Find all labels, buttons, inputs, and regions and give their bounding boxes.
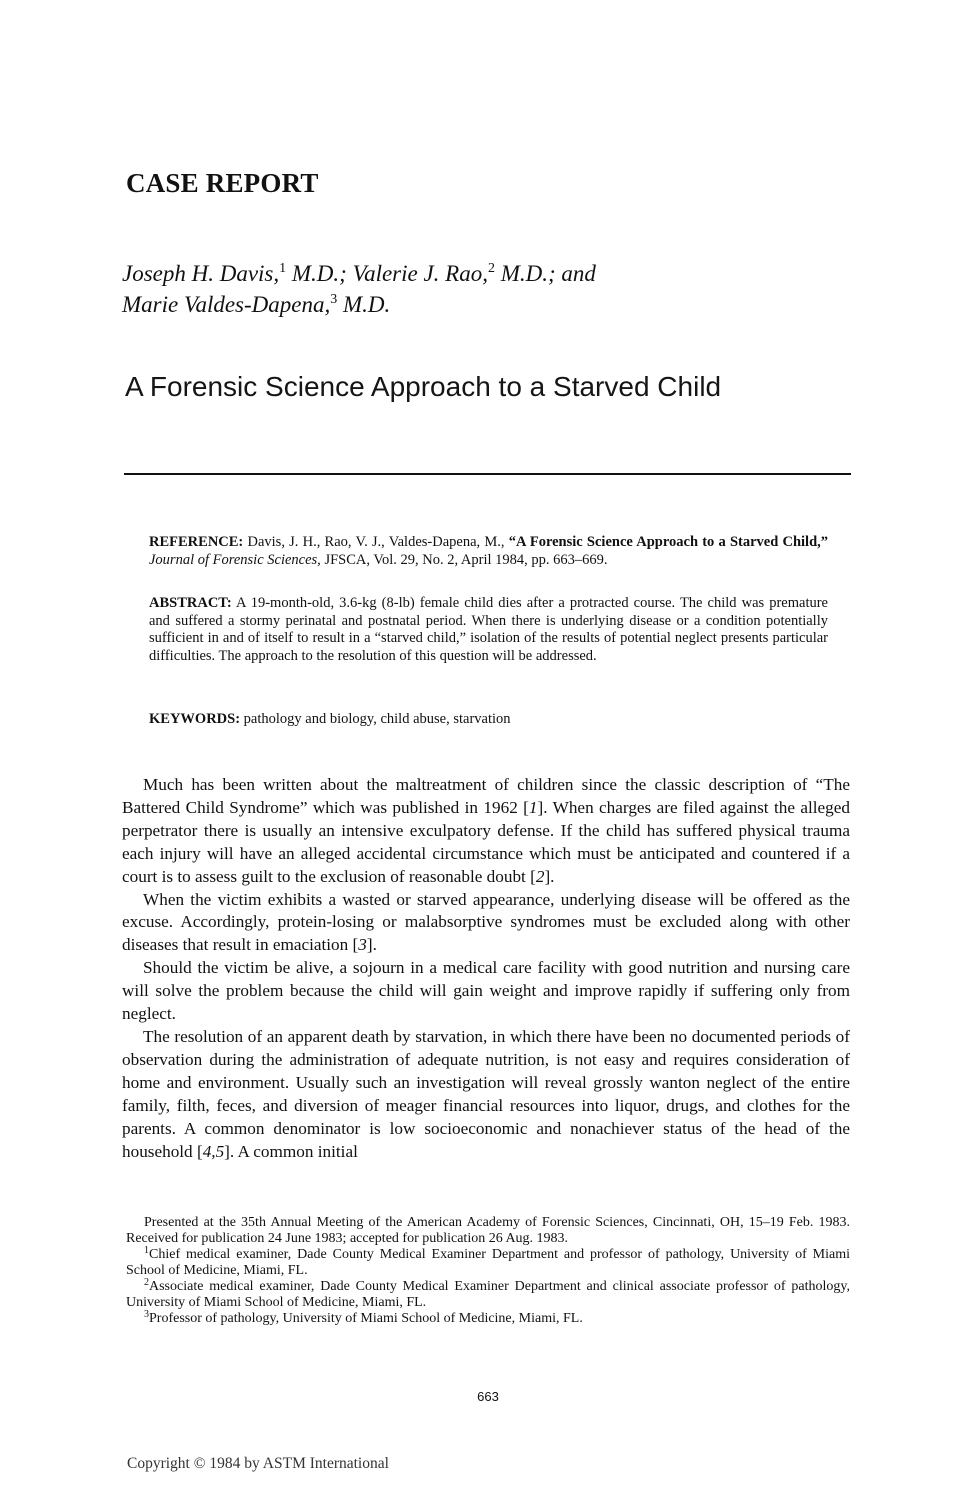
copyright-notice: Copyright © 1984 by ASTM International	[127, 1455, 389, 1472]
author-1-affiliation-mark: 1	[279, 261, 287, 276]
footnote-mark: 3	[144, 1309, 149, 1320]
abstract-block	[149, 595, 828, 665]
citation-ref: 4,5	[202, 1141, 225, 1161]
footnote-mark: 2	[144, 1277, 149, 1288]
body-text	[122, 774, 850, 1163]
title-divider	[124, 473, 851, 475]
author-2-affiliation-mark: 2	[487, 261, 495, 276]
citation-ref: 3	[358, 935, 367, 955]
author-2-name: Valerie J. Rao,	[352, 261, 488, 286]
footnote-mark: 1	[144, 1245, 149, 1256]
reference-authors: Davis, J. H., Rao, V. J., Valdes-Dapena, M.,	[247, 534, 505, 550]
author-3-affiliation-mark: 3	[330, 292, 338, 307]
reference-block	[149, 534, 828, 569]
author-1-name: Joseph H. Davis,	[122, 261, 280, 286]
reference-details: JFSCA, Vol. 29, No. 2, April 1984, pp. 663–669.	[324, 551, 608, 568]
author-list	[122, 258, 596, 320]
citation-ref: 2	[535, 866, 545, 886]
body-paragraph: Much has been written about the maltreatment of children since the classic description of “The Battered Child Syndrome” which was published in 1962 [1]. When charges are filed against the alleged perpetrator there is usually an intensive exculpatory defense. If the child has suffered physical trauma each injury will have an alleged accidental circumstance which must be anticipated and countered if a court is to assess guilt to the exclusion of reasonable doubt [2].	[122, 775, 850, 886]
keywords-text: pathology and biology, child abuse, starvation	[243, 711, 511, 727]
keywords-label: KEYWORDS:	[149, 711, 241, 727]
footnote-3: $^3$Professor of pathology, University of Miami School of Medicine, Miami, FL.	[144, 1309, 583, 1326]
article-title: A Forensic Science Approach to a Starved Child	[125, 371, 722, 402]
reference-article-title: “A Forensic Science Approach to a Starved Child,”	[508, 534, 829, 550]
presentation-note: Presented at the 35th Annual Meeting of the American Academy of Forensic Sciences, Cincinnati, OH, 15–19 Feb. 1983. Received for publication 24 June 1983; accepted for publication 26 Aug. 1983.	[126, 1215, 850, 1246]
abstract-label: ABSTRACT:	[149, 595, 232, 611]
page-number: 663	[477, 1389, 499, 1404]
citation-ref: 1	[528, 797, 538, 817]
footnote-2: $^2$Associate medical examiner, Dade County Medical Examiner Department and clinical associate professor of pathology, University of Miami School of Medicine, Miami, FL.	[126, 1277, 850, 1310]
reference-journal: Journal of Forensic Sciences,	[149, 551, 321, 568]
author-1-degree: M.D.;	[291, 261, 347, 286]
keywords-block	[149, 711, 828, 729]
footnotes	[126, 1215, 850, 1327]
author-2-degree: M.D.; and	[500, 261, 596, 286]
abstract-text: A 19-month-old, 3.6-kg (8-lb) female child dies after a protracted course. The child was premature and suffered a stormy perinatal and postnatal period. When there is underlying disease or a condition potentially sufficient in and of itself to result in a “starved child,” isolation of the results of potential neglect presents particular difficulties. The approach to the resolution of this question will be addressed.	[149, 595, 828, 664]
body-paragraph: Should the victim be alive, a sojourn in a medical care facility with good nutrition and nursing care will solve the problem because the child will gain weight and improve rapidly if suffering only from neglect.	[122, 958, 850, 1024]
author-3-name: Marie Valdes-Dapena,	[122, 292, 331, 317]
section-label: CASE REPORT	[126, 168, 319, 198]
reference-label: REFERENCE:	[149, 534, 244, 550]
footnote-1: $^1$Chief medical examiner, Dade County Medical Examiner Department and professor of pathology, University of Miami School of Medicine, Miami, FL.	[126, 1245, 850, 1278]
body-paragraph: The resolution of an apparent death by starvation, in which there have been no documented periods of observation during the administration of adequate nutrition, is not easy and requires consideration of home and environment. Usually such an investigation will reveal grossly wanton neglect of the entire family, filth, feces, and diversion of meager financial resources into liquor, drugs, and clothes for the parents. A common denominator is low socioeconomic and nonachiever status of the head of the household [4,5]. A common initial	[122, 1026, 850, 1161]
author-3-degree: M.D.	[343, 292, 391, 317]
body-paragraph: When the victim exhibits a wasted or starved appearance, underlying disease will be offered as the excuse. Accordingly, protein-losing or malabsorptive syndromes must be excluded along with other diseases that result in emaciation [3].	[122, 889, 850, 955]
